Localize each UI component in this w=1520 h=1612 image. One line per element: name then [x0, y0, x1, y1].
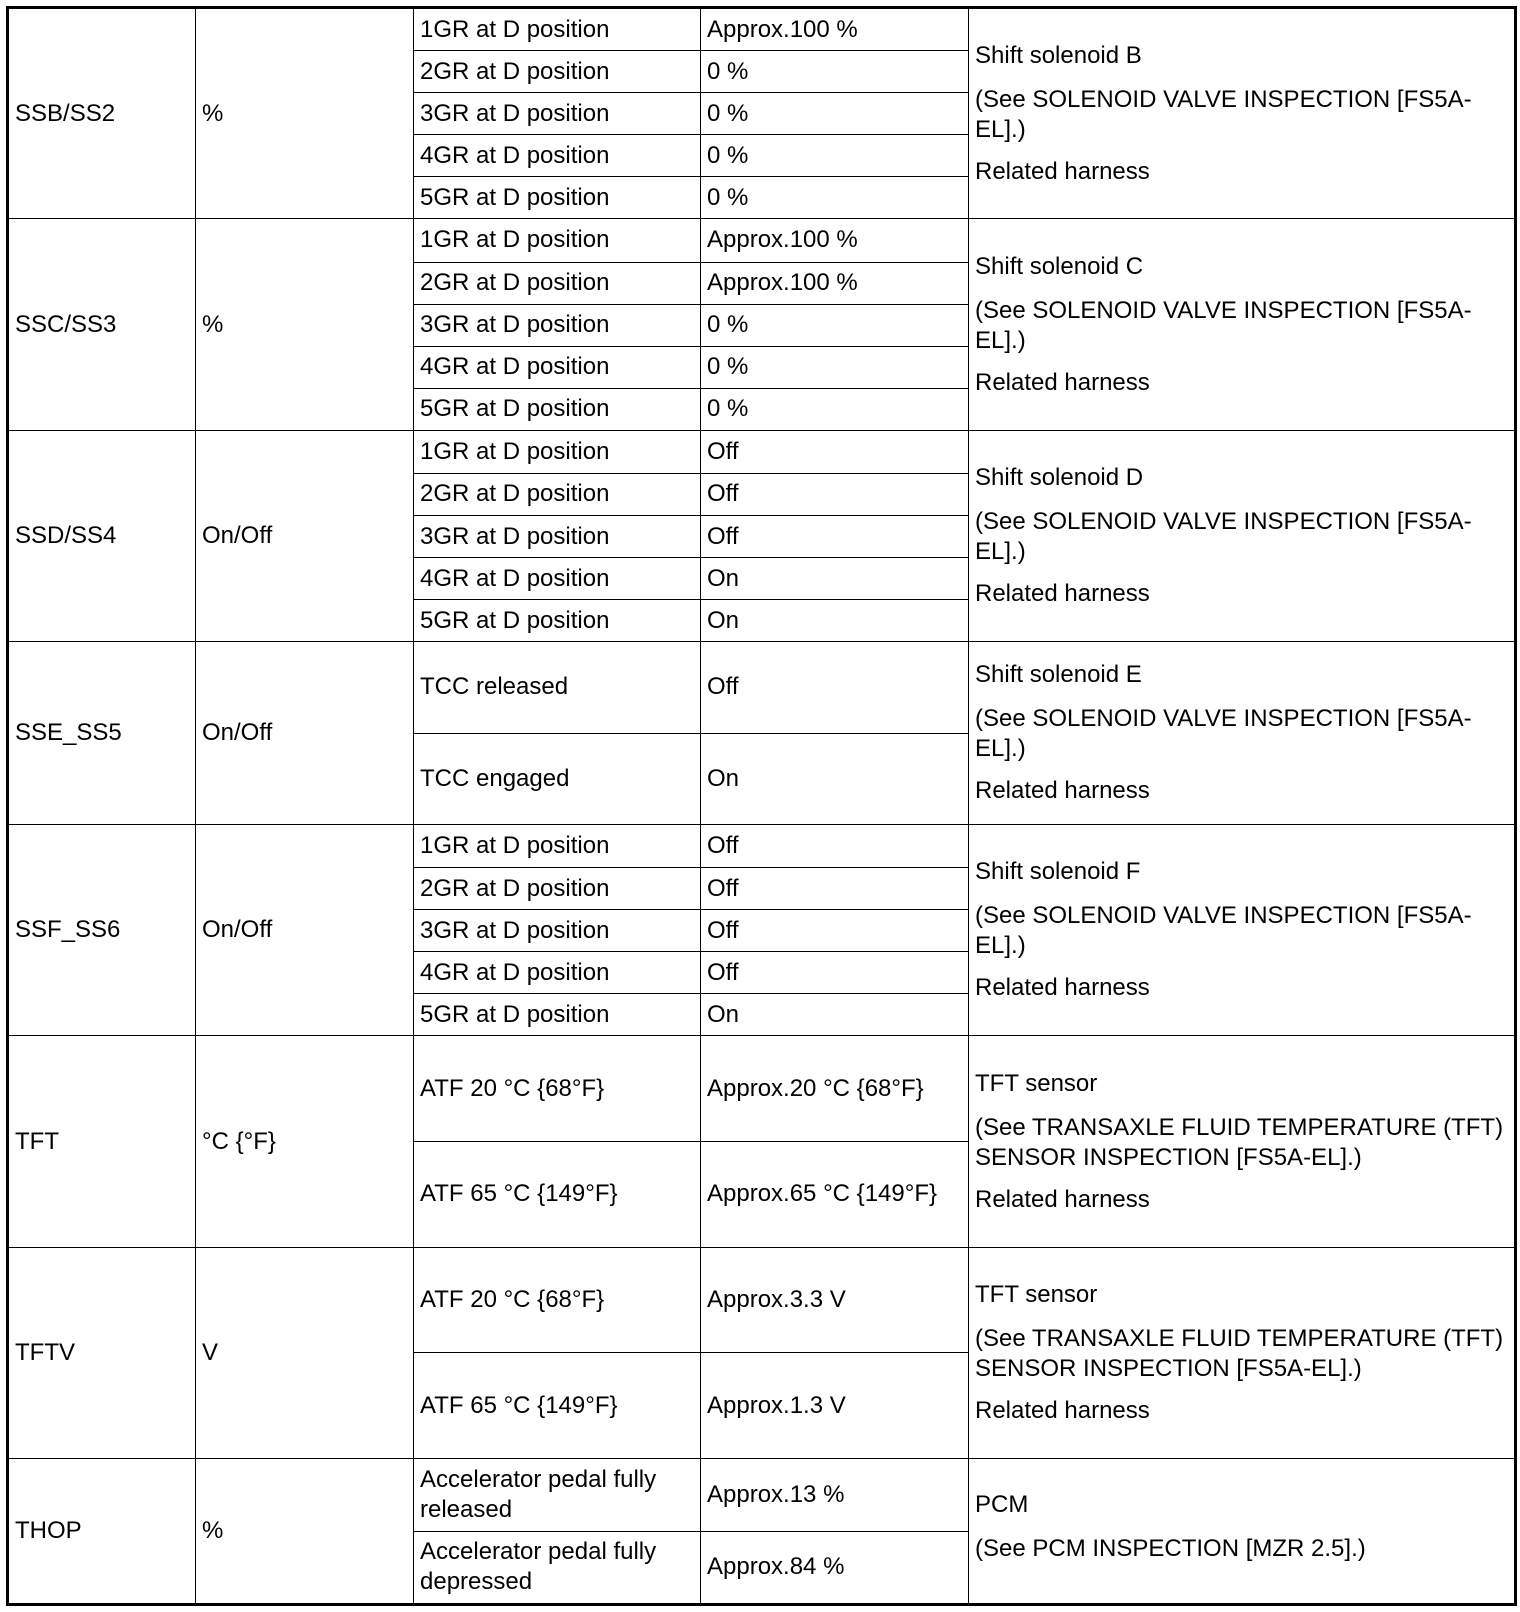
list-item	[975, 1396, 1508, 1426]
value-cell: Approx.84 %	[701, 1531, 969, 1604]
condition-cell: 2GR at D position	[414, 51, 701, 93]
list-item	[975, 252, 1508, 282]
condition-cell: ATF 20 °C {68°F}	[414, 1247, 701, 1353]
condition-cell: 3GR at D position	[414, 910, 701, 952]
value-cell: On	[701, 994, 969, 1036]
pid-unit: V	[196, 1247, 414, 1458]
condition-cell: 3GR at D position	[414, 304, 701, 346]
value-cell: Off	[701, 868, 969, 910]
pid-unit: %	[196, 1459, 414, 1605]
value-cell: 0 %	[701, 388, 969, 430]
pid-unit: On/Off	[196, 430, 414, 641]
value-cell: 0 %	[701, 346, 969, 388]
inspection-notes	[969, 642, 1516, 825]
value-cell: Off	[701, 515, 969, 557]
condition-cell: 2GR at D position	[414, 262, 701, 304]
condition-cell	[414, 1459, 701, 1532]
value-cell: Off	[701, 952, 969, 994]
pid-name: SSD/SS4	[8, 430, 196, 641]
inspection-item: Shift solenoid C	[975, 252, 1144, 280]
pid-name: TFT	[8, 1036, 196, 1247]
pid-unit: %	[196, 8, 414, 219]
condition-cell: 4GR at D position	[414, 135, 701, 177]
value-cell: Off	[701, 824, 969, 867]
list-item	[975, 1069, 1508, 1099]
list-item	[975, 41, 1508, 71]
inspection-notes	[969, 1247, 1516, 1458]
condition-cell: 1GR at D position	[414, 824, 701, 867]
inspection-item: Related harness	[975, 580, 1150, 608]
inspection-reference: (See SOLENOID VALVE INSPECTION [FS5A-EL].)	[975, 705, 1472, 763]
list-item	[975, 1490, 1508, 1520]
inspection-reference: (See SOLENOID VALVE INSPECTION [FS5A-EL].)	[975, 508, 1472, 566]
condition-cell	[414, 1531, 701, 1604]
value-cell: Approx.20 °C {68°F}	[701, 1036, 969, 1142]
inspection-notes	[969, 430, 1516, 641]
list-item	[975, 579, 1508, 609]
list-item	[975, 1280, 1508, 1310]
table-row	[8, 1036, 1516, 1142]
condition-cell: TCC engaged	[414, 733, 701, 824]
inspection-item: Related harness	[975, 1185, 1150, 1213]
pid-name: THOP	[8, 1459, 196, 1605]
inspection-notes	[969, 1036, 1516, 1247]
value-cell: Approx.100 %	[701, 262, 969, 304]
pid-unit: °C {°F}	[196, 1036, 414, 1247]
value-cell: 0 %	[701, 93, 969, 135]
condition-cell: 3GR at D position	[414, 515, 701, 557]
condition-cell: 4GR at D position	[414, 558, 701, 600]
list-item	[975, 857, 1508, 887]
pid-name: SSF_SS6	[8, 824, 196, 1035]
condition-cell: 2GR at D position	[414, 868, 701, 910]
condition-line: released	[420, 1496, 513, 1524]
table-row	[8, 8, 1516, 51]
value-cell: Off	[701, 473, 969, 515]
pid-name: SSC/SS3	[8, 219, 196, 430]
value-cell: Off	[701, 642, 969, 733]
pid-unit: On/Off	[196, 824, 414, 1035]
inspection-reference: (See SOLENOID VALVE INSPECTION [FS5A-EL].)	[975, 296, 1472, 354]
list-item	[975, 463, 1508, 493]
condition-cell: ATF 65 °C {149°F}	[414, 1142, 701, 1248]
inspection-item: TFT sensor	[975, 1069, 1098, 1097]
value-cell: On	[701, 600, 969, 642]
condition-cell: ATF 20 °C {68°F}	[414, 1036, 701, 1142]
pid-name: TFTV	[8, 1247, 196, 1458]
inspection-reference: (See PCM INSPECTION [MZR 2.5].)	[975, 1535, 1366, 1563]
inspection-item: Related harness	[975, 157, 1150, 185]
condition-line: Accelerator pedal fully	[420, 1466, 657, 1494]
inspection-item: PCM	[975, 1491, 1029, 1519]
value-cell: Approx.100 %	[701, 219, 969, 262]
table-row	[8, 430, 1516, 473]
inspection-reference: (See TRANSAXLE FLUID TEMPERATURE (TFT) SENSOR INSPECTION [FS5A-EL].)	[975, 1113, 1504, 1171]
inspection-notes	[969, 219, 1516, 430]
inspection-reference: (See SOLENOID VALVE INSPECTION [FS5A-EL].)	[975, 902, 1472, 960]
pid-name: SSB/SS2	[8, 8, 196, 219]
value-cell: On	[701, 733, 969, 824]
value-cell: Approx.65 °C {149°F}	[701, 1142, 969, 1248]
table-row	[8, 642, 1516, 733]
condition-cell: ATF 65 °C {149°F}	[414, 1353, 701, 1459]
condition-cell: 5GR at D position	[414, 994, 701, 1036]
condition-cell: 1GR at D position	[414, 8, 701, 51]
inspection-item: Related harness	[975, 368, 1150, 396]
list-item	[975, 157, 1508, 187]
inspection-item: TFT sensor	[975, 1280, 1098, 1308]
table-row	[8, 1247, 1516, 1353]
table-row	[8, 824, 1516, 867]
pid-unit: On/Off	[196, 642, 414, 825]
pid-name: SSE_SS5	[8, 642, 196, 825]
list-item	[975, 660, 1508, 690]
value-cell: Approx.100 %	[701, 8, 969, 51]
inspection-notes	[969, 1459, 1516, 1605]
list-item	[975, 973, 1508, 1003]
value-cell: 0 %	[701, 135, 969, 177]
table-row	[8, 1459, 1516, 1532]
inspection-item: Related harness	[975, 777, 1150, 805]
pid-unit: %	[196, 219, 414, 430]
condition-line: depressed	[420, 1568, 533, 1596]
table-row	[8, 219, 1516, 262]
value-cell: Approx.3.3 V	[701, 1247, 969, 1353]
inspection-item: Shift solenoid F	[975, 858, 1141, 886]
condition-cell: 5GR at D position	[414, 177, 701, 219]
list-item	[975, 1185, 1508, 1215]
value-cell: On	[701, 558, 969, 600]
inspection-item: Shift solenoid D	[975, 464, 1144, 492]
list-item	[975, 368, 1508, 398]
condition-cell: TCC released	[414, 642, 701, 733]
value-cell: 0 %	[701, 177, 969, 219]
pid-reference-table	[6, 6, 1517, 1606]
inspection-item: Related harness	[975, 974, 1150, 1002]
condition-line: Accelerator pedal fully	[420, 1538, 657, 1566]
value-cell: Approx.13 %	[701, 1459, 969, 1532]
condition-cell: 5GR at D position	[414, 600, 701, 642]
condition-cell: 3GR at D position	[414, 93, 701, 135]
inspection-notes	[969, 824, 1516, 1035]
condition-cell: 1GR at D position	[414, 219, 701, 262]
inspection-item: Related harness	[975, 1396, 1150, 1424]
condition-cell: 1GR at D position	[414, 430, 701, 473]
value-cell: Off	[701, 430, 969, 473]
inspection-item: Shift solenoid B	[975, 41, 1142, 69]
list-item	[975, 776, 1508, 806]
condition-cell: 4GR at D position	[414, 346, 701, 388]
condition-cell: 4GR at D position	[414, 952, 701, 994]
value-cell: Approx.1.3 V	[701, 1353, 969, 1459]
value-cell: 0 %	[701, 51, 969, 93]
inspection-reference: (See SOLENOID VALVE INSPECTION [FS5A-EL].)	[975, 85, 1472, 143]
value-cell: 0 %	[701, 304, 969, 346]
inspection-notes	[969, 8, 1516, 219]
inspection-item: Shift solenoid E	[975, 661, 1142, 689]
value-cell: Off	[701, 910, 969, 952]
inspection-reference: (See TRANSAXLE FLUID TEMPERATURE (TFT) SENSOR INSPECTION [FS5A-EL].)	[975, 1324, 1504, 1382]
condition-cell: 2GR at D position	[414, 473, 701, 515]
condition-cell: 5GR at D position	[414, 388, 701, 430]
